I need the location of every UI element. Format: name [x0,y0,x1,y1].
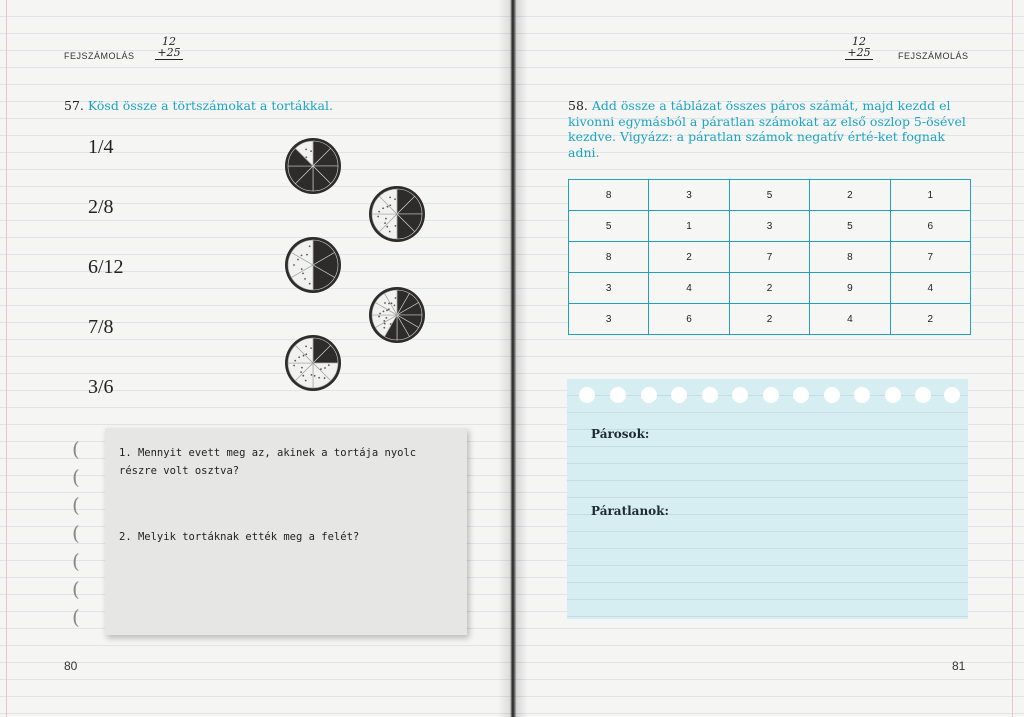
table-cell: 3 [569,304,649,335]
pie-sprinkle [301,254,303,256]
pad-hole [702,387,718,403]
pie-sprinkle [297,259,299,261]
pie-4[interactable] [368,286,426,344]
table-cell: 6 [890,211,970,242]
binder-ring: ( [72,521,80,545]
task-57-number: 57. [64,98,84,113]
pad-hole [610,387,626,403]
pie-sprinkle [310,150,312,152]
left-sum-top: 12 [162,35,176,48]
pie-sprinkle [306,254,308,256]
binder-ring: ( [72,577,80,601]
table-cell: 7 [729,242,809,273]
pie-1[interactable] [284,137,342,195]
pie-sprinkle [324,367,326,369]
table-row [569,180,971,211]
left-sum-bottom: +25 [157,46,181,59]
fraction-3: 6/12 [88,256,124,278]
table-cell: 2 [729,304,809,335]
pad-hole [579,387,595,403]
pie-sprinkle [293,264,295,266]
table-cell: 7 [890,242,970,273]
pad-hole [854,387,870,403]
pad-hole [944,387,960,403]
table-cell: 5 [729,180,809,211]
binder-ring: ( [72,549,80,573]
task-58-text: Add össze a táblázat összes páros számát, majd kezdd el kivonni egymásból a páratlan számokat az első oszlop 5-ösével kezdve. Vigyázz: a páratlan számok negatív érté-ket fognak adni. [568,98,966,160]
right-header-sum [845,36,873,60]
table-row [569,273,971,304]
pie-sprinkle [394,304,396,306]
left-header-sum [155,36,183,60]
fraction-5: 3/6 [88,376,114,398]
table-cell: 4 [649,273,729,304]
pie-sprinkle [395,297,397,299]
pad-hole [671,387,687,403]
table-cell: 5 [569,211,649,242]
table-cell: 2 [810,180,890,211]
binder-ring: ( [72,493,80,517]
pie-sprinkle [394,198,396,200]
pie-sprinkle [389,196,391,198]
left-page-header: FEJSZÁMOLÁS [64,51,135,61]
pie-sprinkle [382,207,384,209]
margin-line-left [6,0,7,717]
pie-sprinkle [305,380,307,382]
table-cell: 8 [810,242,890,273]
number-table [568,179,971,335]
pie-sprinkle [391,302,393,304]
pad-hole [824,387,840,403]
odd-label: Páratlanok: [591,504,669,518]
pie-sprinkle [324,377,326,379]
question-note-card [105,428,467,635]
binder-ring: ( [72,437,80,461]
pie-5[interactable] [284,334,342,392]
pad-hole [641,387,657,403]
even-label: Párosok: [591,427,650,441]
pie-sprinkle [383,310,385,312]
pad-hole [793,387,809,403]
left-sum-underline [155,59,183,60]
pie-sprinkle [300,371,302,373]
pie-sprinkle [395,225,397,227]
pie-sprinkle [386,226,388,228]
page-number-left: 80 [64,659,78,673]
table-row [569,211,971,242]
pie-sprinkle [305,148,307,150]
pie-sprinkle [385,218,387,220]
pie-2[interactable] [368,185,426,243]
table-cell: 4 [890,273,970,304]
table-row [569,304,971,335]
pie-sprinkle [389,231,391,233]
pie-sprinkle [309,245,311,247]
pie-sprinkle [318,377,320,379]
pie-sprinkle [384,302,386,304]
fraction-1: 1/4 [88,136,114,158]
pie-sprinkle [301,268,303,270]
pie-sprinkle [328,364,330,366]
pie-sprinkle [293,365,295,367]
pie-3[interactable] [284,236,342,294]
pie-sprinkle [302,375,304,377]
task-57 [64,98,464,114]
pie-sprinkle [377,216,379,218]
pie-sprinkle [305,156,307,158]
pie-sprinkle [302,272,304,274]
pie-sprinkle [320,368,322,370]
task-58 [568,98,976,160]
table-cell: 2 [729,273,809,304]
pie-sprinkle [379,313,381,315]
pie-sprinkle [305,345,307,347]
answer-notepad [567,379,968,619]
margin-line-right [1012,0,1013,717]
binder-ring: ( [72,465,80,489]
right-sum-bottom: +25 [847,46,871,59]
question-1: 1. Mennyit evett meg az, akinek a tortája nyolc részre volt osztva? [119,447,417,477]
pie-sprinkle [378,211,380,213]
pie-sprinkle [303,355,305,357]
table-cell: 6 [649,304,729,335]
table-cell: 3 [569,273,649,304]
table-cell: 1 [649,211,729,242]
pie-sprinkle [383,327,385,329]
table-row [569,242,971,273]
table-cell: 8 [569,242,649,273]
fraction-4: 7/8 [88,316,114,338]
pie-sprinkle [298,356,300,358]
pie-sprinkle [389,204,391,206]
pie-sprinkle [294,360,296,362]
pie-sprinkle [388,303,390,305]
pad-hole [915,387,931,403]
right-page-header: FEJSZÁMOLÁS [898,51,969,61]
page-number-right: 81 [952,659,966,673]
table-cell: 2 [890,304,970,335]
task-58-number: 58. [568,98,588,113]
pad-hole [732,387,748,403]
pie-sprinkle [387,206,389,208]
right-sum-top: 12 [852,35,866,48]
pie-sprinkle [390,323,392,325]
right-sum-underline [845,59,873,60]
pie-sprinkle [304,278,306,280]
task-57-text: Kösd össze a törtszámokat a tortákkal. [87,98,333,113]
pie-sprinkle [388,308,390,310]
pie-sprinkle [384,323,386,325]
binder-ring: ( [72,605,80,629]
pie-sprinkle [309,283,311,285]
pie-sprinkle [385,317,387,319]
fraction-2: 2/8 [88,196,114,218]
pie-sprinkle [378,316,380,318]
table-cell: 3 [649,180,729,211]
pie-sprinkle [305,353,307,355]
table-cell: 2 [649,242,729,273]
table-cell: 8 [569,180,649,211]
pie-sprinkle [311,374,313,376]
pie-sprinkle [383,320,385,322]
pad-hole [763,387,779,403]
pad-hole [885,387,901,403]
pie-sprinkle [314,375,316,377]
pie-sprinkle [384,222,386,224]
table-cell: 1 [890,180,970,211]
table-cell: 5 [810,211,890,242]
table-cell: 3 [729,211,809,242]
pie-sprinkle [310,347,312,349]
table-cell: 9 [810,273,890,304]
pie-sprinkle [301,367,303,369]
question-2: 2. Melyik tortáknak ették meg a felét? [119,531,360,543]
table-cell: 4 [810,304,890,335]
book-gutter [498,0,528,717]
